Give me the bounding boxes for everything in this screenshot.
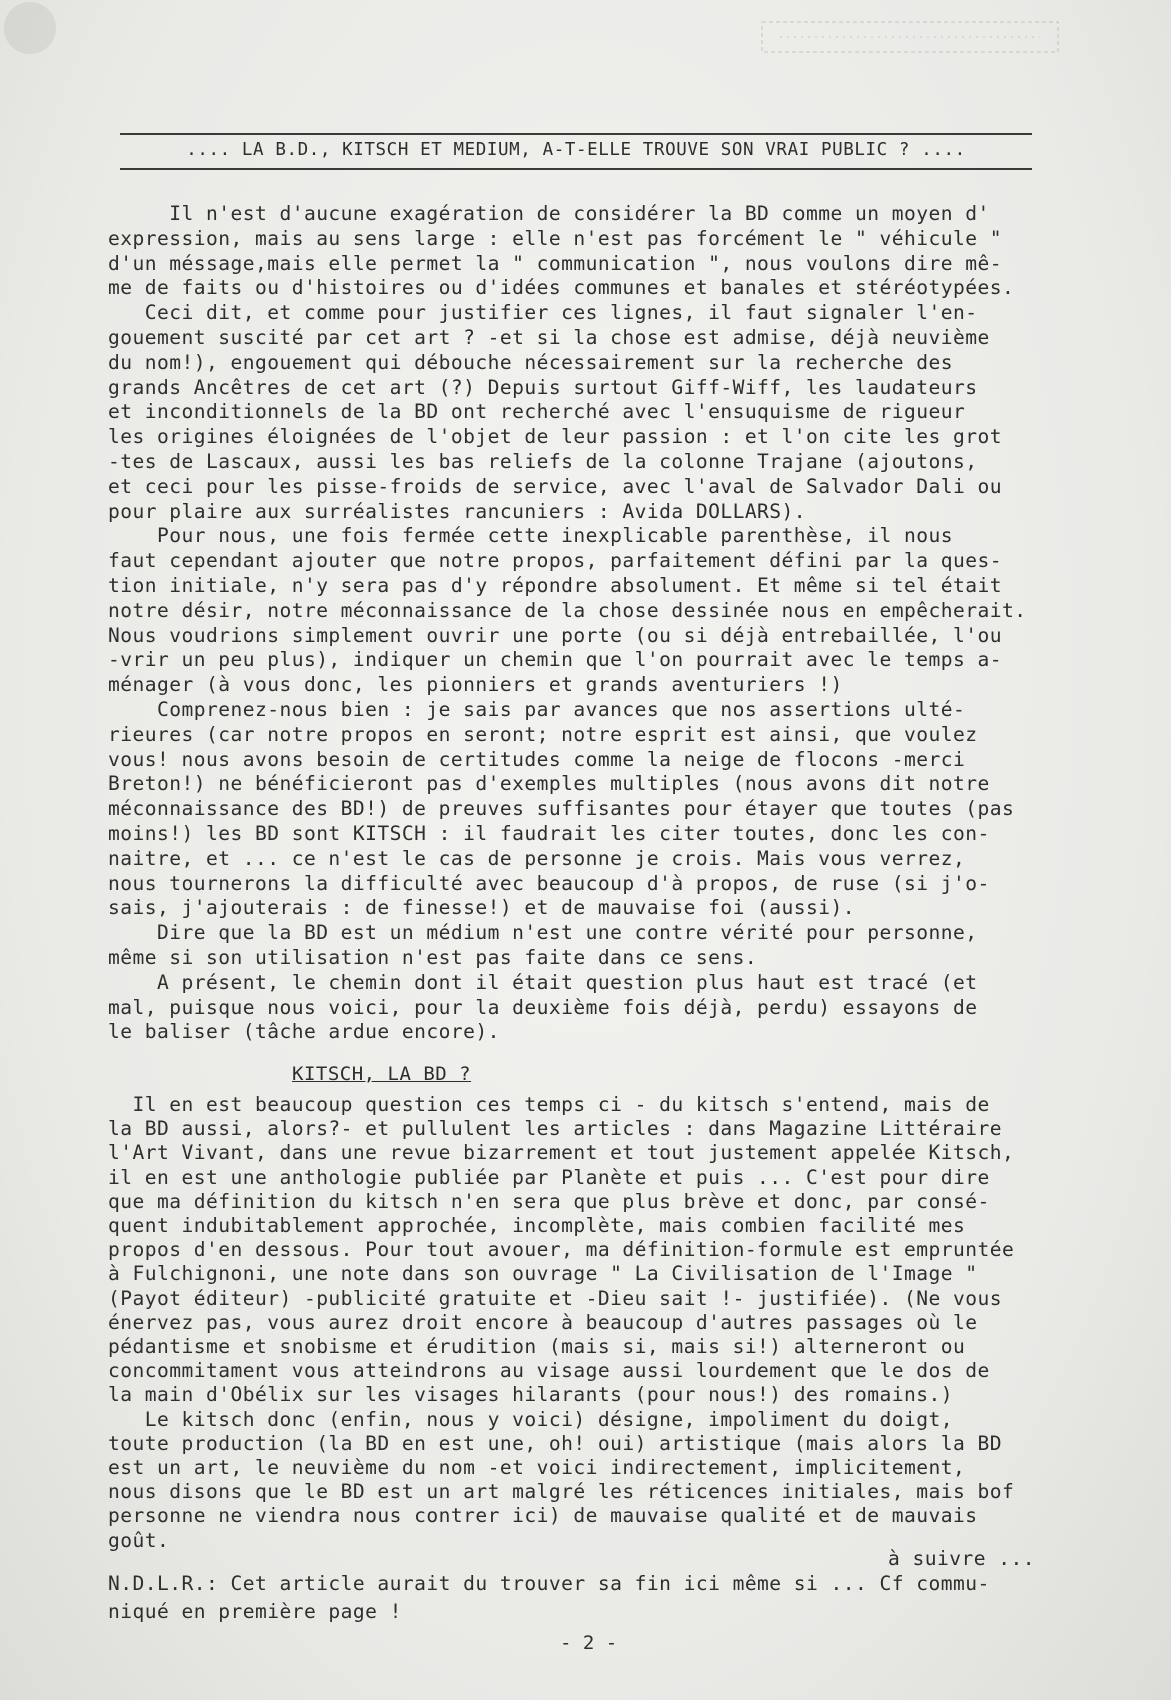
text-line: grands Ancêtres de cet art (?) Depuis surtout Giff-Wiff, les laudateurs — [108, 375, 978, 399]
article-title: .... LA B.D., KITSCH ET MEDIUM, A-T-ELLE TROUVE SON VRAI PUBLIC ? .... — [186, 140, 966, 160]
text-line: pour plaire aux surréalistes rancuniers : Avida DOLLARS). — [108, 499, 807, 523]
text-line: Le kitsch donc (enfin, nous y voici) désigne, impoliment du doigt, — [108, 1407, 954, 1431]
text-line: à Fulchignoni, une note dans son ouvrage " La Civilisation de l'Image " — [108, 1262, 978, 1286]
text-line: naitre, et ... ce n'est le cas de personne je crois. Mais vous verrez, — [108, 846, 966, 870]
text-line: propos d'en dessous. Pour tout avouer, ma définition-formule est empruntée — [108, 1238, 1015, 1262]
text-line: (Payot éditeur) -publicité gratuite et -Dieu sait !- justifiée). (Ne vous — [108, 1286, 1002, 1310]
text-line: Il n'est d'aucune exagération de considérer la BD comme un moyen d' — [108, 202, 990, 225]
text-line: et ceci pour les pisse-froids de service, avec l'aval de Salvador Dali ou — [108, 474, 1002, 498]
text-line: vous! nous avons besoin de certitudes comme la neige de flocons -merci — [108, 747, 966, 771]
page-number: - 2 - — [560, 1632, 618, 1654]
text-line: Dire que la BD est un médium n'est une contre vérité pour personne, — [108, 921, 978, 945]
text-line: est un art, le neuvième du nom -et voici indirectement, implicitement, — [108, 1456, 966, 1479]
title-bottom-rule — [120, 168, 1032, 170]
text-line: Ceci dit, et comme pour justifier ces lignes, il faut signaler l'en- — [108, 301, 978, 325]
section-subheading: KITSCH, LA BD ? — [292, 1063, 472, 1085]
corner-smudge — [0, 0, 80, 80]
title-top-rule — [120, 133, 1032, 135]
text-line: goût. — [108, 1528, 170, 1552]
text-line: -tes de Lascaux, aussi les bas reliefs de la colonne Trajane (ajoutons, — [108, 450, 978, 473]
faded-stamp-mark — [760, 18, 1060, 56]
text-line: nous disons que le BD est un art malgré les réticences initiales, mais bof — [108, 1480, 1015, 1504]
text-line: personne ne viendra nous contrer ici) de mauvaise qualité et de mauvais — [108, 1504, 978, 1528]
text-line: moins!) les BD sont KITSCH : il faudrait les citer toutes, donc les con- — [108, 822, 990, 845]
text-line: la BD aussi, alors?- et pullulent les articles : dans Magazine Littéraire — [108, 1117, 1002, 1141]
text-line: la main d'Obélix sur les visages hilarants (pour nous!) des romains.) — [108, 1383, 954, 1407]
text-line: notre désir, notre méconnaissance de la chose dessinée nous en empêcherait. — [108, 598, 1027, 622]
text-line: les origines éloignées de l'objet de leur passion : et l'on cite les grot — [108, 425, 1002, 449]
text-line: Il en est beaucoup question ces temps ci - du kitsch s'entend, mais de — [108, 1093, 990, 1116]
text-line: me de faits ou d'histoires ou d'idées communes et banales et stéréotypées. — [108, 276, 1015, 300]
text-line: Nous voudrions simplement ouvrir une porte (ou si déjà entrebaillée, l'ou — [108, 623, 1002, 647]
text-line: Comprenez-nous bien : je sais par avances que nos assertions ulté- — [108, 698, 966, 721]
text-line: même si son utilisation n'est pas faite dans ce sens. — [108, 946, 758, 969]
text-line: quent indubitablement approchée, incomplète, mais combien facilité mes — [108, 1214, 966, 1237]
to-be-continued: à suivre ... — [888, 1547, 1035, 1570]
text-line: mal, puisque nous voici, pour la deuxième fois déjà, perdu) essayons de — [108, 995, 978, 1019]
text-line: énervez pas, vous aurez droit encore à beaucoup d'autres passages où le — [108, 1310, 978, 1334]
text-line: d'un méssage,mais elle permet la " communication ", nous voulons dire mê- — [108, 251, 1002, 275]
text-line: faut cependant ajouter que notre propos, parfaitement défini par la ques- — [108, 549, 1002, 573]
text-line: pédantisme et snobisme et érudition (mais si, mais si!) alterneront ou — [108, 1335, 966, 1358]
text-line: tion initiale, n'y sera pas d'y répondre absolument. Et même si tel était — [108, 574, 1002, 597]
text-line: N.D.L.R.: Cet article aurait du trouver sa fin ici même si ... Cf commu- — [108, 1572, 990, 1595]
text-line: A présent, le chemin dont il était question plus haut est tracé (et — [108, 970, 978, 994]
text-line: expression, mais au sens large : elle n'est pas forcément le " véhicule " — [108, 226, 1002, 250]
text-line: méconnaissance des BD!) de preuves suffisantes pour étayer que toutes (pas — [108, 797, 1015, 821]
text-line: niqué en première page ! — [108, 1600, 402, 1623]
text-line: ménager (à vous donc, les pionniers et grands aventuriers !) — [108, 673, 843, 697]
text-line: et inconditionnels de la BD ont recherché avec l'ensuquisme de rigueur — [108, 400, 966, 424]
text-line: que ma définition du kitsch n'en sera que plus brève et donc, par consé- — [108, 1189, 990, 1213]
text-line: sais, j'ajouterais : de finesse!) et de mauvaise foi (aussi). — [108, 896, 856, 920]
text-line: Breton!) ne bénéficieront pas d'exemples multiples (nous avons dit notre — [108, 772, 990, 796]
text-line: -vrir un peu plus), indiquer un chemin que l'on pourrait avec le temps a- — [108, 648, 1002, 672]
text-line: le baliser (tâche ardue encore). — [108, 1020, 500, 1044]
text-line: du nom!), engouement qui débouche nécessairement sur la recherche des — [108, 350, 954, 374]
text-line: l'Art Vivant, dans une revue bizarrement et tout justement appelée Kitsch, — [108, 1141, 1015, 1165]
text-line: concommitament vous atteindrons au visage aussi lourdement que le dos de — [108, 1359, 990, 1383]
text-line: toute production (la BD en est une, oh! oui) artistique (mais alors la BD — [108, 1431, 1002, 1455]
text-line: Pour nous, une fois fermée cette inexplicable parenthèse, il nous — [108, 524, 954, 548]
text-line: gouement suscité par cet art ? -et si la chose est admise, déjà neuvième — [108, 326, 990, 349]
text-line: il en est une anthologie publiée par Planète et puis ... C'est pour dire — [108, 1165, 990, 1189]
text-line: nous tournerons la difficulté avec beaucoup d'à propos, de ruse (si j'o- — [108, 871, 990, 895]
text-line: rieures (car notre propos en seront; notre esprit est ainsi, que voulez — [108, 722, 978, 746]
